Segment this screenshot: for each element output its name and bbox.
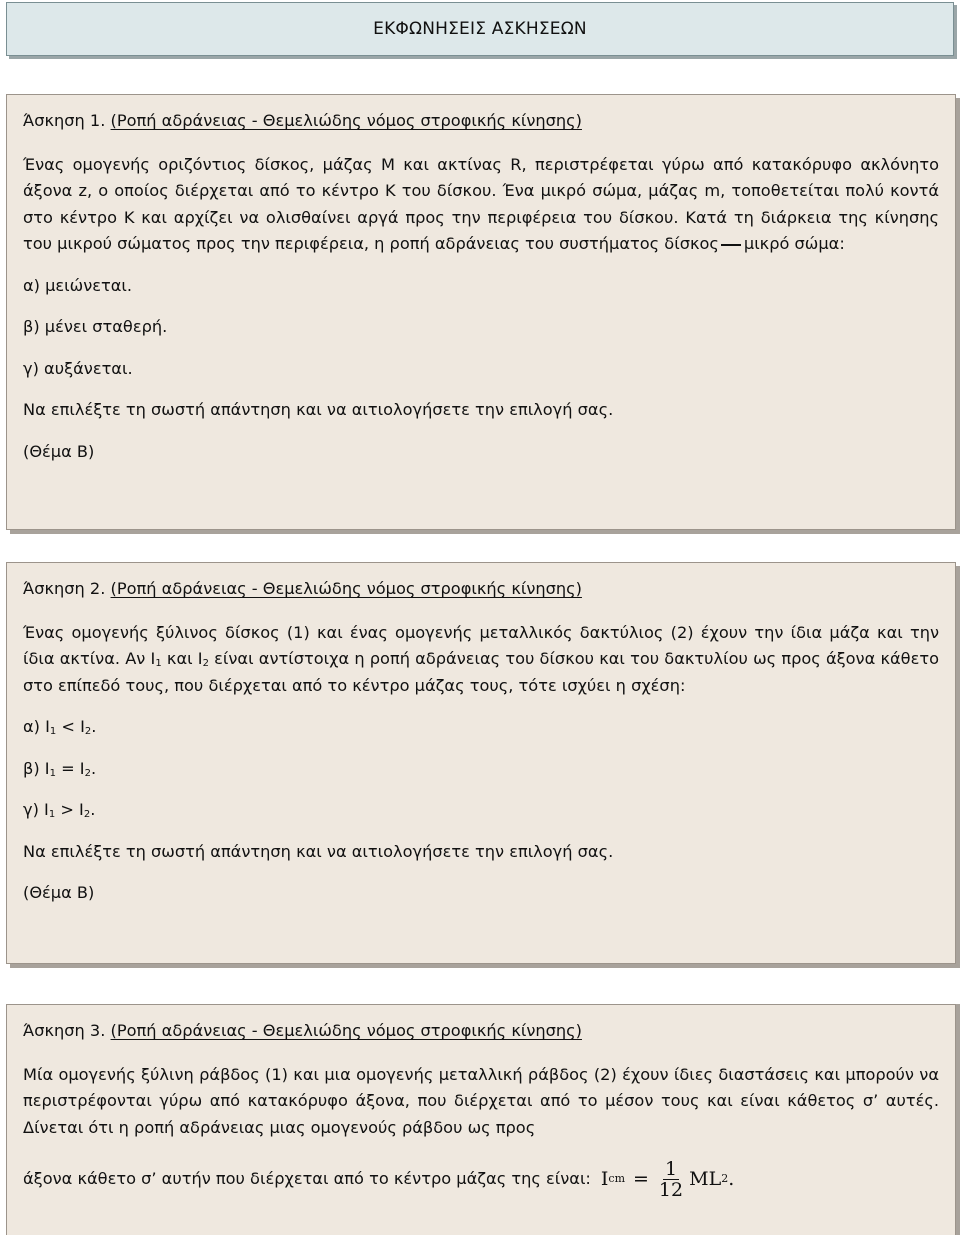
formula-equals: = [633, 1168, 649, 1191]
option-b-relation: = I [55, 758, 85, 778]
exercise-2-instruction: Να επιλέξτε τη σωστή απάντηση και να αιτιολογήσετε την επιλογή σας. [23, 841, 614, 861]
option-a-relation: < I [56, 717, 85, 736]
exercise-2-option-a [23, 714, 939, 741]
fraction-denominator: 12 [658, 1179, 684, 1201]
exercise-1 [6, 94, 956, 530]
exercise-3-title [23, 1018, 939, 1045]
exercise-3-formula-intro: άξονα κάθετο σ’ αυτήν που διέρχεται από το κέντρο μάζας της είναι: [23, 1169, 591, 1189]
exercise-1-label: Άσκηση 1. [23, 111, 106, 130]
option-a-end: . [91, 717, 97, 736]
option-c-relation: > I [55, 800, 84, 819]
exercise-1-theme: (Θέμα Β) [23, 441, 95, 461]
exercise-1-instruction: Να επιλέξτε τη σωστή απάντηση και να αιτιολογήσετε την επιλογή σας. [23, 400, 614, 419]
option-b-sub1: 1 [49, 767, 56, 779]
exercise-2-option-b [23, 756, 939, 783]
exercise-1-text-end: μικρό σώμα: [743, 234, 845, 253]
exercise-2-title [23, 576, 939, 603]
exercise-2-label: Άσκηση 2. [23, 579, 106, 598]
formula-lhs-subscript: cm [608, 1172, 625, 1186]
subscript-2: 2 [202, 658, 209, 669]
formula-rhs-superscript: 2 [721, 1172, 729, 1186]
option-b-prefix: β) I [23, 758, 50, 778]
option-a-prefix: α) I [23, 717, 50, 736]
exercise-2-topic: (Ροπή αδράνειας - Θεμελιώδης νόμος στροφικής κίνησης) [110, 579, 582, 598]
exercise-2-option-c [23, 797, 939, 824]
option-b-sub2: 2 [84, 767, 91, 779]
exercise-3-label: Άσκηση 3. [23, 1021, 106, 1040]
exercise-3 [6, 1004, 956, 1235]
section-header [6, 2, 954, 56]
exercise-1-option-a: α) μειώνεται. [23, 275, 133, 295]
option-a-sub2: 2 [84, 726, 92, 737]
exercise-1-topic: (Ροπή αδράνειας - Θεμελιώδης νόμος στροφικής κίνησης) [110, 111, 582, 130]
exercise-1-title [23, 108, 939, 135]
section-title: ΕΚΦΩΝΗΣΕΙΣ ΑΣΚΗΣΕΩΝ [373, 19, 587, 39]
formula-rhs: ML [689, 1168, 722, 1191]
exercise-1-text [23, 152, 939, 258]
option-c-prefix: γ) I [23, 800, 49, 819]
formula-lhs: I [600, 1168, 609, 1191]
formula-fraction [657, 1159, 685, 1200]
exercise-2 [6, 562, 956, 964]
exercise-2-theme: (Θέμα Β) [23, 883, 95, 902]
option-a-sub1: 1 [49, 726, 57, 737]
exercise-2-text-part1: Ένας ομογενής ξύλινος δίσκος (1) και ένας ομογενής μεταλλικός δακτύλιος (2) έχουν την ίδια μάζα και την ίδια ακτίνα. Αν I [23, 622, 939, 668]
exercise-2-text-part3: είναι αντίστοιχα η ροπή αδράνειας του δίσκου και του δακτυλίου ως προς άξονα κάθετο στο επίπεδό τους, που διέρχεται από το κέντρο μάζας τους, τότε ισχύει η σχέση: [23, 649, 939, 695]
exercise-3-topic: (Ροπή αδράνειας - Θεμελιώδης νόμος στροφικής κίνησης) [110, 1021, 582, 1040]
exercise-1-option-b: β) μένει σταθερή. [23, 317, 168, 336]
exercise-3-formula-line [23, 1159, 939, 1200]
exercise-3-text: Μία ομογενής ξύλινη ράβδος (1) και μια ομογενής μεταλλική ράβδος (2) έχουν ίδιες διαστάσεις και μπορούν να περιστρέφονται γύρω από κατακόρυφο άξονα, που διέρχεται από το μέσον τους και είναι κάθετος σ’ αυτές. Δίνεται ότι η ροπή αδράνειας μιας ομογενούς ράβδου ως προς [23, 1064, 939, 1137]
exercise-2-text-part2: και I [161, 649, 203, 668]
option-c-sub2: 2 [83, 809, 91, 820]
moment-of-inertia-formula [601, 1159, 734, 1200]
option-b-end: . [90, 758, 97, 778]
fraction-numerator: 1 [664, 1158, 678, 1180]
subscript-1: 1 [155, 658, 162, 669]
exercise-1-text-start: Ένας ομογενής οριζόντιος δίσκος, μάζας M και ακτίνας R, περιστρέφεται γύρω από κατακόρυφο ακλόνητο άξονα z, ο οποίος διέρχεται από το κέντρο K του δίσκου. Ένα μικρό σώμα, μάζας m, τοποθετείται πολύ κοντά στο κέντρο K και αρχίζει να ολισθαίνει αργά προς την περιφέρεια του δίσκου. Κατά τη διάρκεια της κίνησης του μικρού σώματος προς την περιφέρεια, η ροπή αδράνειας του συστήματος δίσκος [23, 154, 939, 253]
exercise-1-option-c: γ) αυξάνεται. [23, 358, 133, 378]
option-c-end: . [90, 800, 96, 819]
option-c-sub1: 1 [48, 809, 56, 820]
dash-mark [721, 244, 741, 246]
formula-end: . [728, 1168, 735, 1191]
exercise-2-text [23, 620, 939, 700]
